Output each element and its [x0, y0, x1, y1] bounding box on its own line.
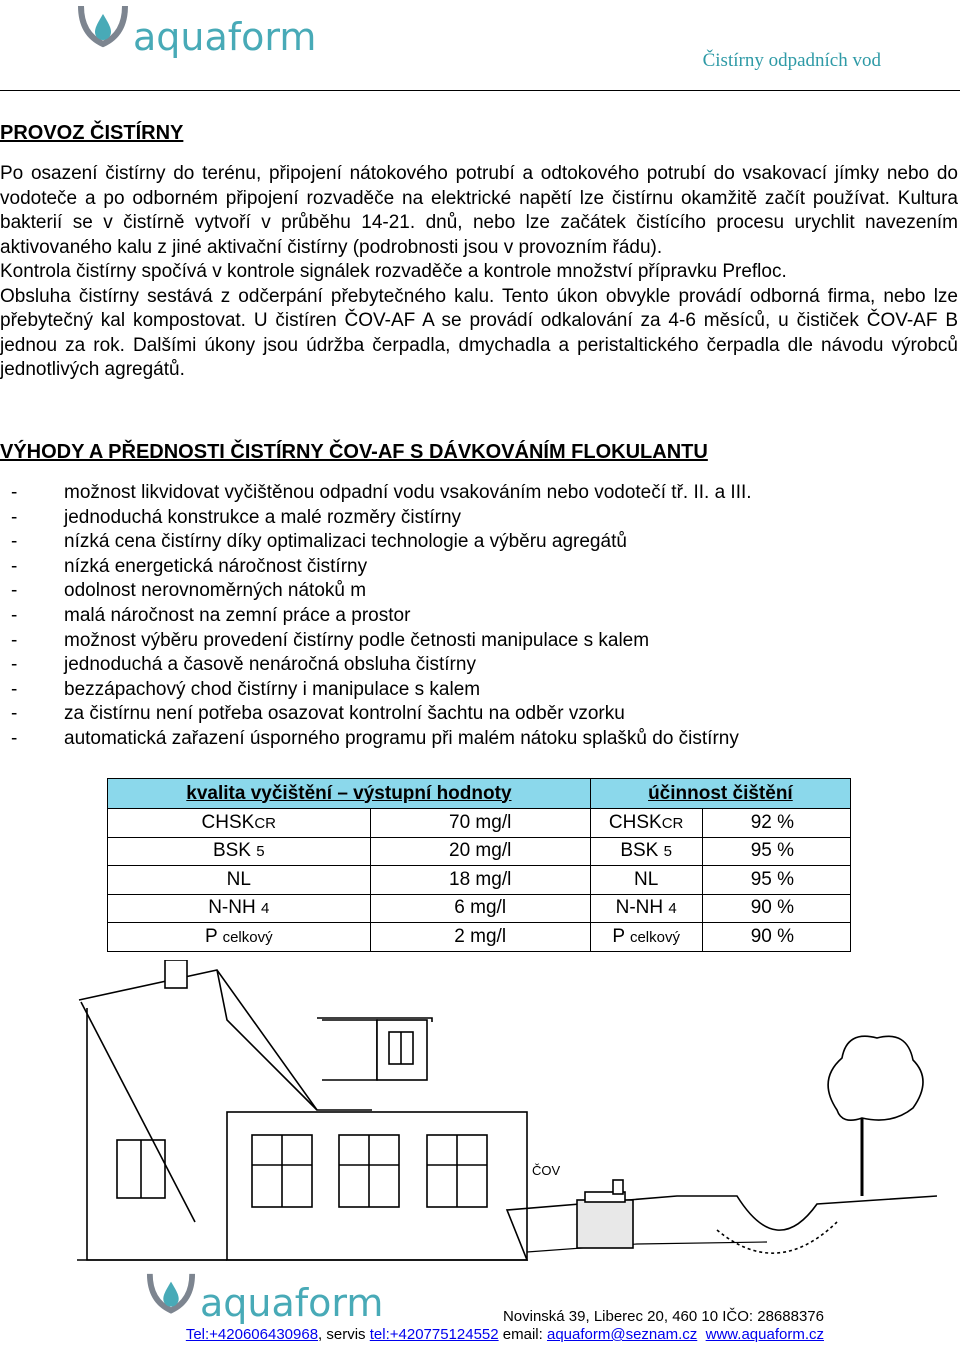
efficiency-cell: 95 %	[702, 866, 851, 895]
quality-table	[107, 778, 851, 952]
servis-label: , servis	[318, 1326, 370, 1343]
drop-icon	[146, 1272, 196, 1322]
footer-address: Novinská 39, Liberec 20, 460 10 IČO: 28688376	[502, 1308, 824, 1325]
servis-phone-link[interactable]: tel:+420775124552	[369, 1326, 499, 1343]
paragraph: Kontrola čistírny spočívá v kontrole signálek rozvaděče a kontrole množství přípravku Prefloc.	[0, 261, 787, 282]
house-wall	[227, 1112, 527, 1260]
param-cell: N-NH 4	[108, 894, 371, 923]
list-item: - bezzápachový chod čistírny i manipulace s kalem	[11, 678, 481, 700]
phone-link[interactable]: Tel:+420606430968	[185, 1326, 319, 1343]
paragraph: Obsluha čistírny sestává z odčerpání přebytečného kalu. Tento úkon obvykle provádí odborná firma, nebo lze přebytečný kal kompostovat. U čistíren ČOV-AF A se provádí odkalování za 4-6 měsíců, u čističek ČOV-AF B jednou za rok. Dalšími úkony jsou údržba čerpadla, dmychadla a peristaltického čerpadla dle návodu výrobců jednotlivých agregátů.	[0, 285, 958, 380]
efficiency-cell: 90 %	[702, 894, 851, 923]
header-divider	[0, 90, 960, 91]
paragraph: Po osazení čistírny do terénu, připojení nátokového potrubí a odtokového potrubí do vsakovací jímky nebo do vodoteče a po odborném připojení rozvaděče na elektrické napětí lze čistírnu okamžitě začít používat. Kultura bakterií se v čistírně vytvoří v průběhu 14-21. dnů, nebo lze začátek čistícího procesu urychlit navezením aktivovaného kalu z jiné aktivační čistírny (podrobnosti jsou v provozním řádu).	[0, 163, 958, 258]
list-item: - malá náročnost na zemní práce a prostor	[11, 604, 411, 626]
table-row	[108, 866, 851, 895]
param-cell: P celkový	[590, 923, 702, 952]
list-item: - odolnost nerovnoměrných nátoků m	[11, 580, 367, 602]
value-cell: 6 mg/l	[370, 894, 590, 923]
drop-icon	[77, 4, 129, 56]
param-cell: P celkový	[108, 923, 371, 952]
header-logo	[77, 4, 317, 59]
list-item: - možnost likvidovat vyčištěnou odpadní vodu vsakováním nebo vodotečí tř. II. a III.	[11, 482, 752, 503]
table-row	[108, 923, 851, 952]
logo-wordmark: aquaform	[133, 15, 317, 59]
cov-label: ČOV	[532, 1163, 561, 1178]
cov-tank	[577, 1200, 633, 1248]
email-label: email:	[498, 1326, 547, 1343]
list-item: - automatická zařazení úsporného programu při malém nátoku splašků do čistírny	[11, 727, 739, 749]
list-item: - nízká energetická náročnost čistírny	[11, 555, 368, 577]
table-row	[108, 894, 851, 923]
value-cell: 18 mg/l	[370, 866, 590, 895]
efficiency-cell: 90 %	[702, 923, 851, 952]
list-item: - jednoduchá konstrukce a malé rozměry čistírny	[11, 506, 462, 528]
param-cell: BSK 5	[108, 837, 371, 866]
list-item: - možnost výběru provedení čistírny podle četnosti manipulace s kalem	[11, 629, 650, 651]
param-cell: CHSKCR	[590, 809, 702, 838]
efficiency-cell: 92 %	[702, 809, 851, 838]
section-title-operation: PROVOZ ČISTÍRNY	[0, 122, 184, 144]
header-efficiency: účinnost čištění	[590, 779, 850, 809]
table-row	[108, 809, 851, 838]
advantages-list	[0, 481, 752, 752]
logo-wordmark: aquaform	[200, 1281, 384, 1325]
value-cell: 20 mg/l	[370, 837, 590, 866]
footer-contacts	[186, 1326, 824, 1343]
value-cell: 2 mg/l	[370, 923, 590, 952]
list-item: - nízká cena čistírny díky optimalizaci technologie a výběru agregátů	[11, 531, 627, 553]
table-row	[108, 837, 851, 866]
installation-illustration	[77, 960, 937, 1280]
param-cell: NL	[590, 866, 702, 895]
table-header-row	[108, 779, 851, 809]
param-cell: N-NH 4	[590, 894, 702, 923]
email-link[interactable]: aquaform@seznam.cz	[546, 1326, 698, 1343]
footer-logo	[146, 1272, 384, 1325]
tree-crown	[828, 1036, 923, 1120]
list-item: - za čistírnu není potřeba osazovat kontrolní šachtu na odběr vzorku	[11, 703, 625, 725]
param-cell: CHSKCR	[108, 809, 371, 838]
list-item: - jednoduchá a časově nenáročná obsluha čistírny	[11, 654, 476, 676]
website-link[interactable]: www.aquaform.cz	[705, 1326, 824, 1343]
efficiency-cell: 95 %	[702, 837, 851, 866]
section-title-advantages: VÝHODY A PŘEDNOSTI ČISTÍRNY ČOV-AF S DÁVKOVÁNÍM FLOKULANTU	[0, 441, 708, 463]
param-cell: NL	[108, 866, 371, 895]
value-cell: 70 mg/l	[370, 809, 590, 838]
header-output-values: kvalita vyčištění – výstupní hodnoty	[108, 779, 591, 809]
param-cell: BSK 5	[590, 837, 702, 866]
header-tagline: Čistírny odpadních vod	[702, 50, 881, 71]
operation-text	[0, 162, 958, 383]
drain-pipe	[527, 1242, 767, 1252]
